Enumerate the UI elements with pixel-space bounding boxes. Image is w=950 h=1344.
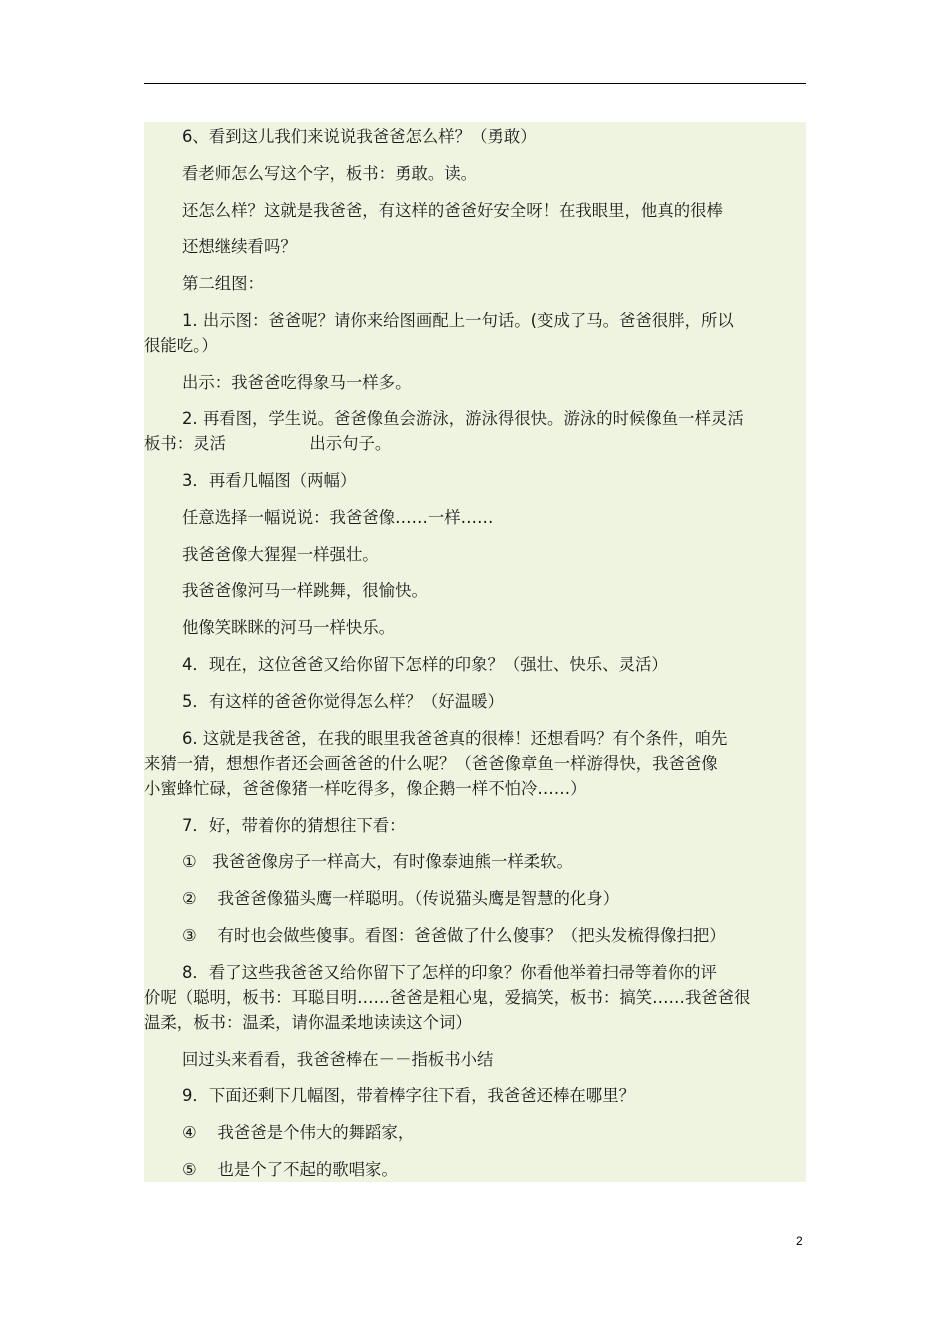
text-line: 小蜜蜂忙碌，爸爸像猪一样吃得多，像企鹅一样不怕冷……）	[144, 779, 587, 798]
text-line: ④ 我爸爸是个伟大的舞蹈家，	[182, 1123, 415, 1142]
text-line: 板书：灵活 出示句子。	[144, 434, 392, 453]
header-rule	[144, 83, 806, 84]
text-line: ② 我爸爸像猫头鹰一样聪明。（传说猫头鹰是智慧的化身）	[182, 889, 620, 908]
text-line: 我爸爸像大猩猩一样强壮。	[182, 545, 379, 564]
text-line: 我爸爸像河马一样跳舞，很愉快。	[182, 581, 428, 600]
text-line: 第二组图：	[182, 274, 264, 293]
text-line: 6. 这就是我爸爸，在我的眼里我爸爸真的很棒！还想看吗？有个条件，咱先	[182, 729, 728, 748]
text-line: 8．看了这些我爸爸又给你留下了怎样的印象？你看他举着扫帚等着你的评	[182, 963, 717, 982]
lesson-text-block	[144, 122, 806, 1182]
page-number: 2	[796, 1234, 803, 1248]
text-line: 他像笑眯眯的河马一样快乐。	[182, 618, 396, 637]
text-line: 3．再看几幅图（两幅）	[182, 471, 357, 490]
text-line: 还想继续看吗？	[182, 237, 297, 256]
text-line: 1. 出示图：爸爸呢？请你来给图画配上一句话。(变成了马。爸爸很胖，所以	[182, 311, 734, 330]
text-line: 6、看到这儿我们来说说我爸爸怎么样？（勇敢）	[182, 127, 537, 146]
text-line: ① 我爸爸像房子一样高大，有时像泰迪熊一样柔软。	[182, 852, 573, 871]
text-line: ③ 有时也会做些傻事。看图：爸爸做了什么傻事？（把头发梳得像扫把）	[182, 926, 726, 945]
text-line: 回过头来看看，我爸爸棒在－－指板书小结	[182, 1050, 494, 1069]
text-line: 出示：我爸爸吃得象马一样多。	[182, 373, 412, 392]
text-line: 9．下面还剩下几幅图，带着棒字往下看，我爸爸还棒在哪里？	[182, 1086, 635, 1105]
text-line: 价呢（聪明，板书：耳聪目明……爸爸是粗心鬼，爱搞笑，板书：搞笑……我爸爸很	[144, 988, 751, 1007]
text-line: 4．现在，这位爸爸又给你留下怎样的印象？（强壮、快乐、灵活）	[182, 655, 668, 674]
text-line: ⑤ 也是个了不起的歌唱家。	[182, 1160, 398, 1179]
text-line: 5．有这样的爸爸你觉得怎么样？（好温暖）	[182, 692, 504, 711]
text-line: 任意选择一幅说说：我爸爸像……一样……	[182, 508, 494, 527]
text-line: 来猜一猜，想想作者还会画爸爸的什么呢？（爸爸像章鱼一样游得快，我爸爸像	[144, 754, 718, 773]
text-line: 温柔，板书：温柔，请你温柔地读读这个词）	[144, 1013, 472, 1032]
text-line: 7．好，带着你的猜想往下看：	[182, 816, 406, 835]
text-line: 看老师怎么写这个字，板书：勇敢。读。	[182, 164, 478, 183]
text-line: 还怎么样？这就是我爸爸，有这样的爸爸好安全呀！在我眼里，他真的很棒	[182, 201, 723, 220]
text-line: 很能吃。）	[144, 336, 218, 355]
text-line: 2. 再看图，学生说。爸爸像鱼会游泳，游泳得很快。游泳的时候像鱼一样灵活	[182, 409, 744, 428]
